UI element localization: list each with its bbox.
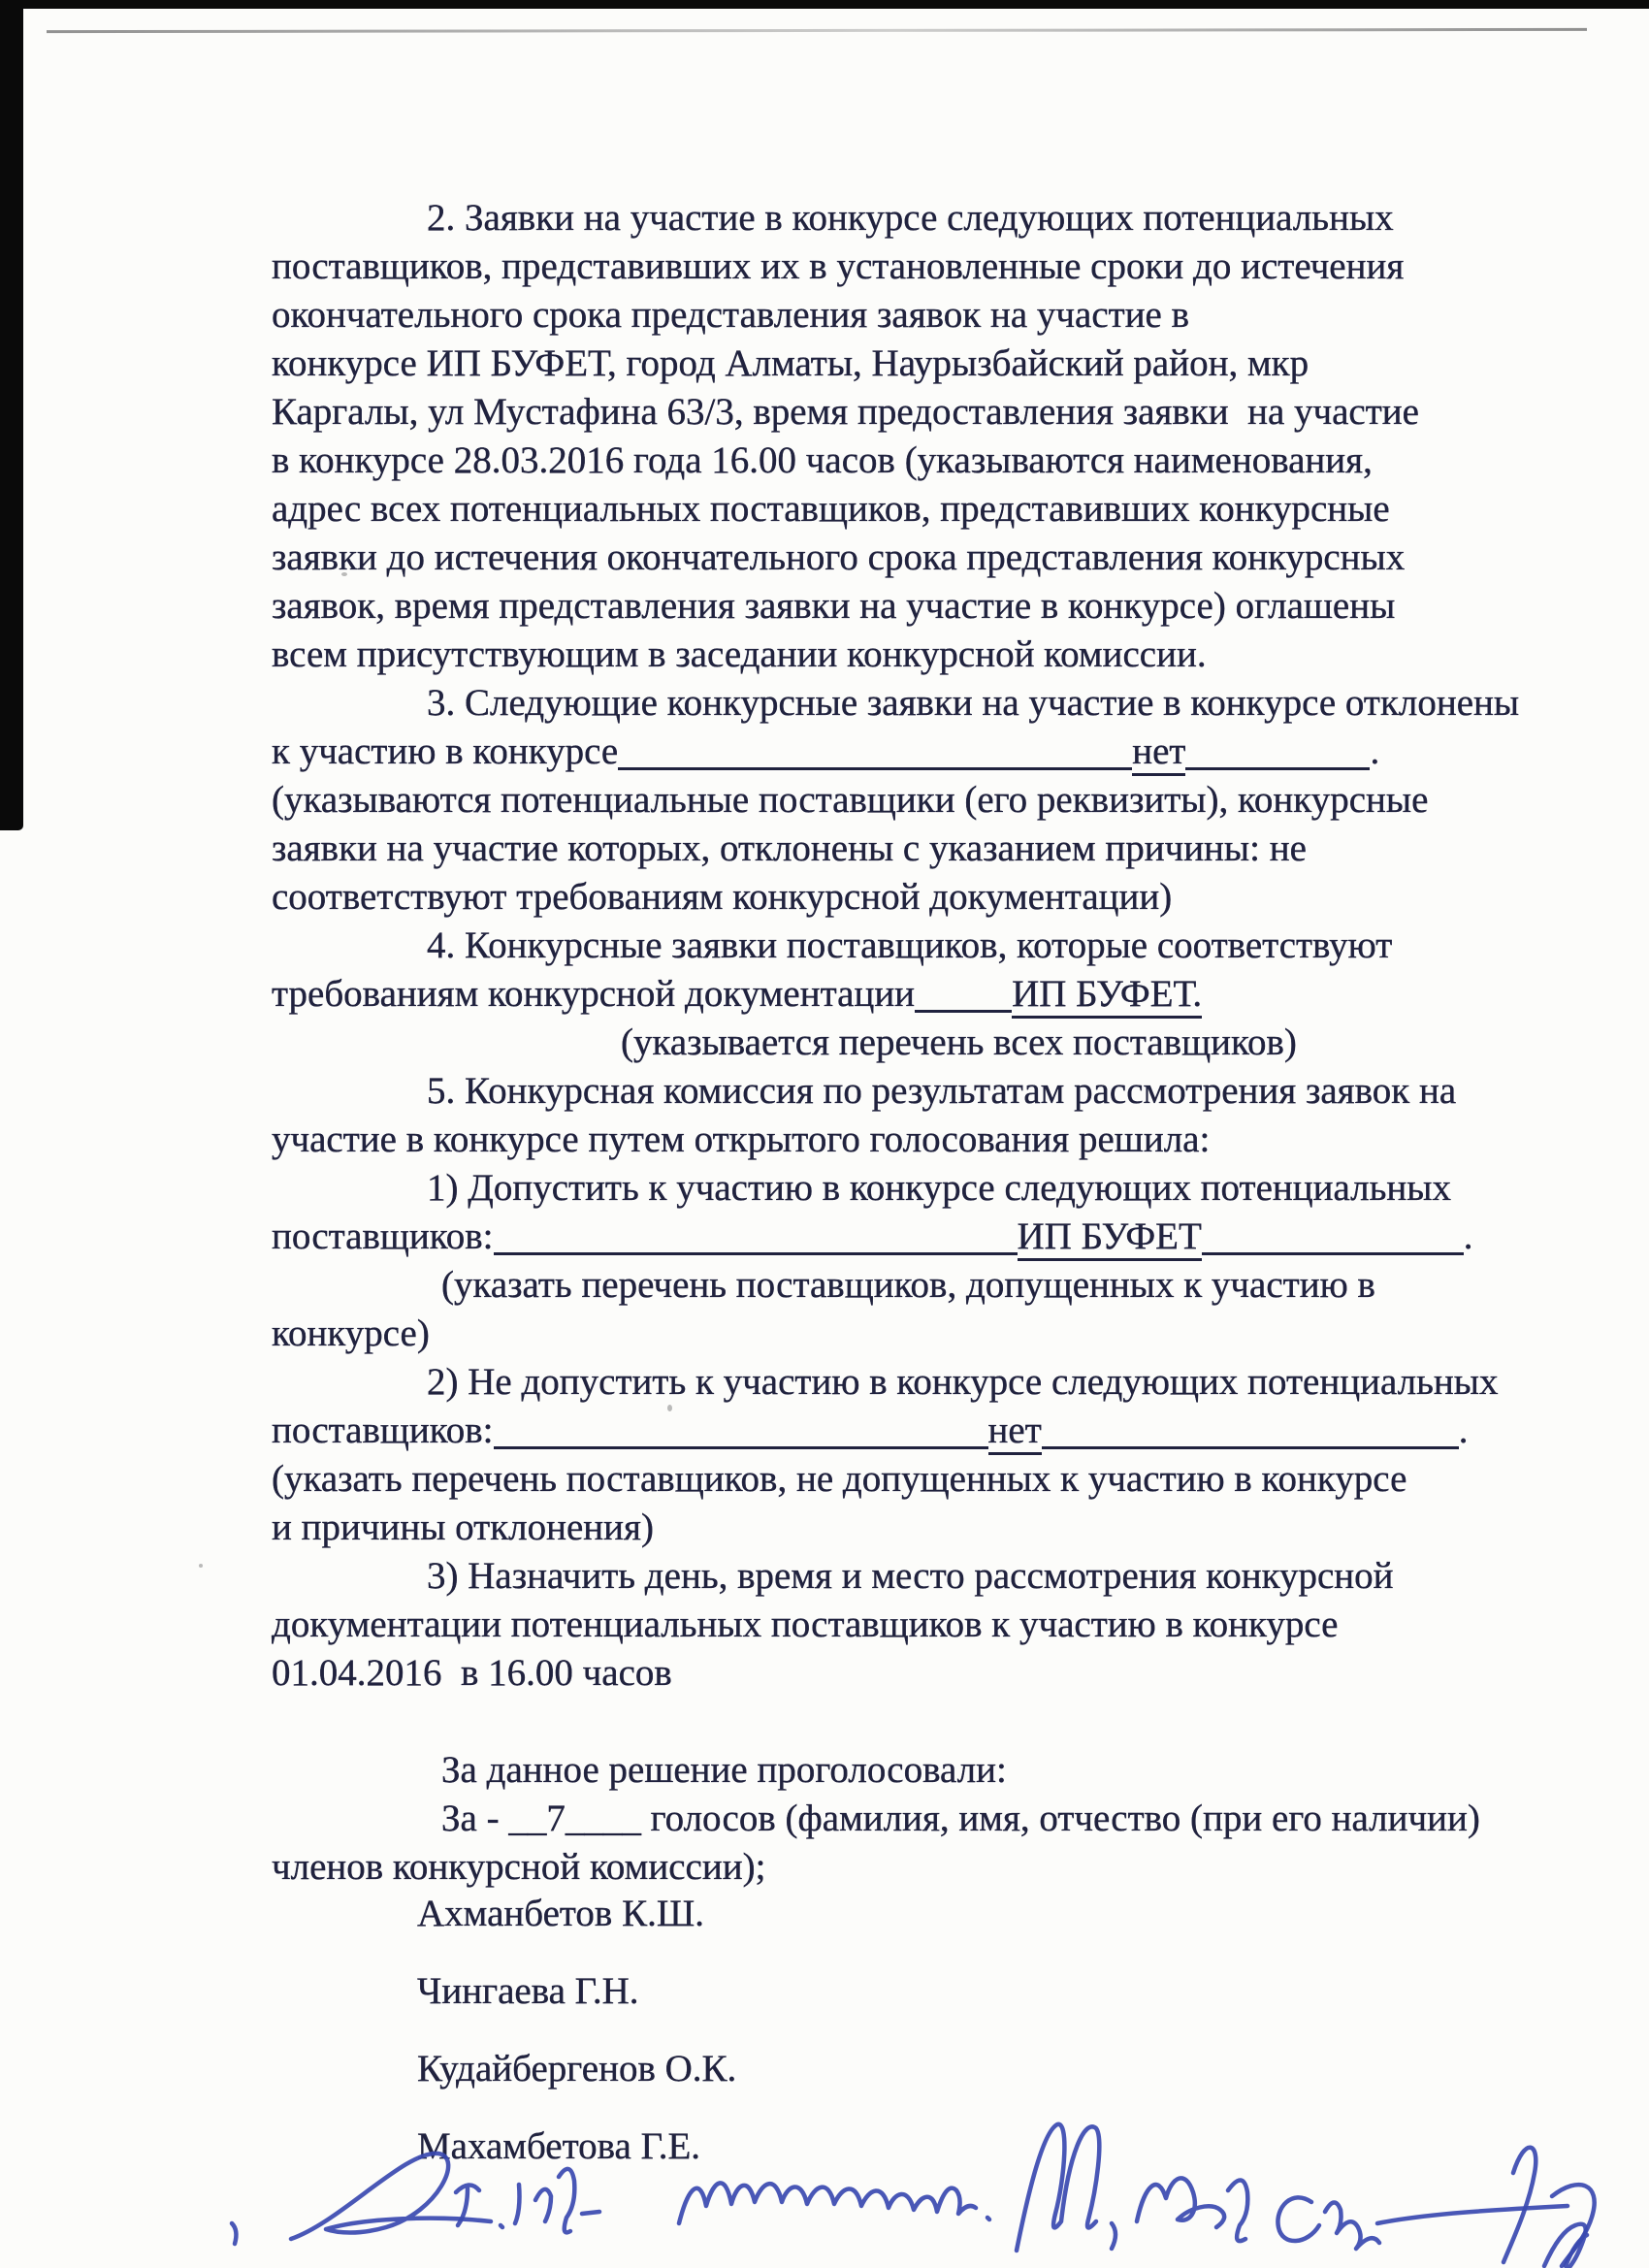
text-run: За данное решение проголосовали:: [441, 1749, 1007, 1791]
text-line: [272, 1504, 1630, 1552]
text-run: поставщиков:: [272, 1215, 494, 1257]
text-line: [272, 631, 1630, 679]
text-run: окончательного срока представления заявок на участие в: [272, 294, 1190, 336]
text-line: [272, 922, 1630, 970]
text-line: [272, 437, 1630, 485]
text-line: [272, 1116, 1630, 1164]
text-line: [272, 1213, 1630, 1261]
text-run: заявки до истечения окончательного срока представления конкурсных: [272, 536, 1406, 578]
text-line: [272, 1407, 1630, 1455]
text-line: [272, 1455, 1630, 1504]
text-run: к участию в конкурсе: [272, 730, 619, 772]
signature-stroke: [232, 2223, 236, 2244]
signatory-name: Ахманбетов К.Ш.: [417, 1893, 704, 1934]
text-line: [272, 194, 1630, 243]
text-line: [272, 1843, 1630, 1892]
text-line: [272, 728, 1630, 776]
scan-edge-left: [0, 0, 23, 830]
text-line: [272, 1601, 1630, 1649]
text-run: (указывается перечень всех поставщиков): [621, 1021, 1297, 1063]
text-line: [272, 388, 1630, 437]
text-line: [272, 291, 1630, 340]
text-run: .: [1463, 1215, 1473, 1257]
signature-stroke: [1325, 2202, 1379, 2249]
signature-stroke: [1017, 2124, 1116, 2251]
text-line: [272, 1746, 1630, 1795]
form-blank-line: [915, 971, 1012, 1013]
signature-stroke: [515, 2169, 599, 2232]
text-line: [272, 1067, 1630, 1116]
text-line: [272, 1019, 1630, 1067]
text-line: [272, 1358, 1630, 1407]
text-line: [272, 534, 1630, 582]
text-line: [272, 243, 1630, 291]
signature-stroke: [1377, 2206, 1568, 2223]
text-run: адрес всех потенциальных поставщиков, представивших конкурсные: [272, 488, 1390, 530]
text-run: поставщиков, представивших их в установленные сроки до истечения: [272, 245, 1405, 287]
text-line: [272, 1164, 1630, 1213]
signature-stroke: [291, 2154, 491, 2239]
signature-stroke: [1504, 2148, 1536, 2262]
form-blank-line: [618, 729, 1132, 770]
text-run: 2. Заявки на участие в конкурсе следующих потенциальных: [427, 197, 1394, 239]
text-line: [272, 679, 1630, 728]
text-run: 1) Допустить к участию в конкурсе следующих потенциальных: [427, 1167, 1451, 1209]
signatory-name: Чингаева Г.Н.: [417, 1970, 639, 2012]
text-run: (указать перечень поставщиков, допущенных к участию в: [441, 1264, 1375, 1306]
signature-stroke: [1137, 2178, 1247, 2241]
document-lines: [272, 194, 1630, 1892]
text-run: .: [1370, 730, 1380, 772]
scan-edge-top: [0, 0, 1649, 9]
handwritten-signatures: [0, 2076, 1649, 2268]
text-run: всем присутствующим в заседании конкурсной комиссии.: [272, 633, 1207, 675]
form-filled-value: нет: [1132, 730, 1185, 776]
form-blank-line: [1042, 1408, 1459, 1449]
text-line: [272, 485, 1630, 534]
signatory-name: Кудайбергенов О.К.: [417, 2048, 737, 2090]
text-run: участие в конкурсе путем открытого голосования решила:: [272, 1118, 1211, 1160]
text-line: [272, 1795, 1630, 1843]
signature-stroke: [1277, 2197, 1319, 2241]
form-blank-line: [1202, 1214, 1464, 1255]
text-line: [272, 1649, 1630, 1698]
text-line: [272, 776, 1630, 825]
signature-stroke: [679, 2183, 989, 2223]
text-run: поставщиков:: [272, 1409, 494, 1451]
text-run: (указываются потенциальные поставщики (его реквизиты), конкурсные: [272, 779, 1429, 821]
form-blank-line: [1185, 729, 1370, 770]
scan-artifact-line: [47, 28, 1587, 33]
text-line: [272, 582, 1630, 631]
form-blank-line: [494, 1408, 988, 1449]
text-line: [272, 970, 1630, 1019]
text-run: конкурсе): [272, 1312, 430, 1354]
text-run: (указать перечень поставщиков, не допущенных к участию в конкурсе: [272, 1458, 1407, 1500]
text-line: [272, 1261, 1630, 1310]
text-run: Каргалы, ул Мустафина 63/3, время предоставления заявки на участие: [272, 391, 1419, 433]
text-run: в конкурсе 28.03.2016 года 16.00 часов (указываются наименования,: [272, 439, 1373, 481]
text-run: 01.04.2016 в 16.00 часов: [272, 1652, 672, 1694]
text-run: .: [1458, 1409, 1469, 1451]
text-line: [272, 825, 1630, 873]
text-run: 2) Не допустить к участию в конкурсе следующих потенциальных: [427, 1361, 1499, 1403]
signature-stroke: [1544, 2224, 1587, 2268]
text-run: За - __7____ голосов (фамилия, имя, отчество (при его наличии): [441, 1798, 1480, 1839]
text-run: требованиям конкурсной документации: [272, 973, 916, 1015]
text-run: 3) Назначить день, время и место рассмотрения конкурсной: [427, 1555, 1394, 1597]
form-filled-value: нет: [988, 1409, 1042, 1455]
text-run: документации потенциальных поставщиков к участию в конкурсе: [272, 1604, 1339, 1645]
scan-speck: [199, 1564, 203, 1568]
text-line: [272, 1552, 1630, 1601]
text-line: [272, 1310, 1630, 1358]
form-blank-line: [494, 1214, 1018, 1255]
text-line: [272, 340, 1630, 388]
text-line: [272, 873, 1630, 922]
text-run: членов конкурсной комиссии);: [272, 1846, 766, 1888]
text-run: конкурсе ИП БУФЕТ, город Алматы, Наурызбайский район, мкр: [272, 342, 1310, 384]
text-run: и причины отклонения): [272, 1507, 654, 1548]
form-filled-value: ИП БУФЕТ.: [1012, 973, 1202, 1019]
text-run: 3. Следующие конкурсные заявки на участие в конкурсе отклонены: [427, 682, 1520, 724]
text-run: соответствуют требованиям конкурсной документации): [272, 876, 1173, 918]
signatory-name: Махамбетова Г.Е.: [417, 2125, 701, 2167]
text-run: 4. Конкурсные заявки поставщиков, которые соответствуют: [427, 924, 1393, 966]
form-filled-value: ИП БУФЕТ: [1018, 1215, 1202, 1261]
text-run: заявок, время представления заявки на участие в конкурсе) оглашены: [272, 585, 1396, 627]
text-run: заявки на участие которых, отклонены с указанием причины: не: [272, 827, 1307, 869]
text-run: 5. Конкурсная комиссия по результатам рассмотрения заявок на: [427, 1070, 1457, 1112]
text-line: [272, 1698, 1630, 1746]
